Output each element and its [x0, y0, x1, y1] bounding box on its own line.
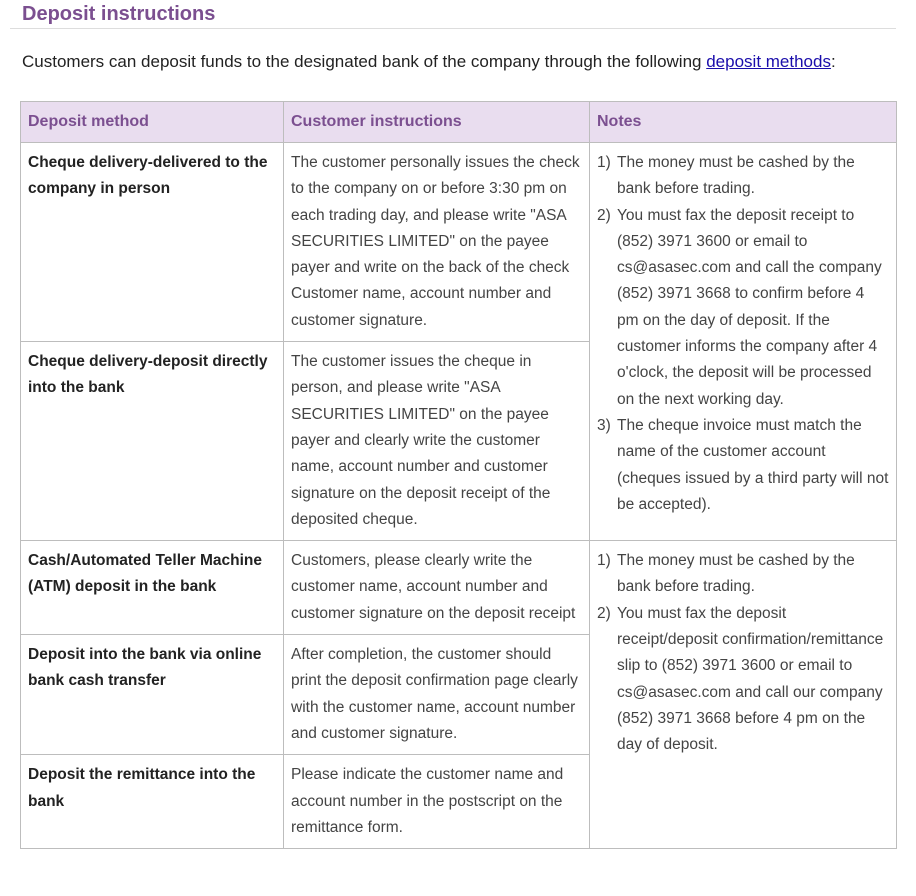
header-notes: Notes: [590, 102, 897, 143]
note-number: 3): [597, 416, 611, 434]
note-text: The money must be cashed by the bank before trading.: [617, 552, 855, 596]
note-text: You must fax the deposit receipt to (852) 3971 3600 or email to cs@asasec.com and call the company (852) 3971 3668 to confirm before 4 pm on the day of deposit. If the customer informs the company after 4 o'clock, the deposit will be processed on the next working day.: [617, 206, 882, 408]
note-text: The cheque invoice must match the name of the customer account (cheques issued by a third party will not be accepted).: [617, 416, 889, 513]
deposit-method-cell: Cash/Automated Teller Machine (ATM) deposit in the bank: [21, 541, 284, 635]
table-row: [21, 541, 897, 635]
notes-cell-cash-online-remittance: [590, 541, 897, 849]
intro-paragraph: [22, 50, 836, 74]
note-number: 2): [597, 206, 611, 224]
deposit-method-cell: Deposit into the bank via online bank cash transfer: [21, 635, 284, 755]
note-text: You must fax the deposit receipt/deposit confirmation/remittance slip to (852) 3971 3600 or email to cs@asasec.com and call our company (852) 3971 3668 before 4 pm on the day of deposit.: [617, 604, 884, 754]
instructions-cell: Customers, please clearly write the customer name, account number and customer signature on the deposit receipt: [284, 541, 590, 635]
intro-punctuation: :: [830, 52, 836, 71]
page-title: Deposit instructions: [22, 3, 216, 25]
deposit-methods-link[interactable]: deposit methods: [706, 52, 831, 71]
deposit-methods-table: [20, 101, 897, 849]
instructions-cell: The customer issues the cheque in person, and please write "ASA SECURITIES LIMITED" on the payee payer and clearly write the customer name, account number and customer signature on the deposit receipt of the deposited cheque.: [284, 342, 590, 541]
note-item: [597, 413, 889, 518]
table-header-row: [21, 102, 897, 143]
note-item: [597, 203, 889, 413]
note-item: [597, 601, 889, 759]
note-item: [597, 150, 889, 203]
notes-list: [597, 150, 889, 518]
deposit-method-cell: Cheque delivery-delivered to the company in person: [21, 143, 284, 342]
note-number: 1): [597, 154, 611, 171]
note-item: [597, 548, 889, 601]
instructions-cell: The customer personally issues the check to the company on or before 3:30 pm on each trading day, and please write "ASA SECURITIES LIMITED" on the payee payer and write on the back of the check Customer name, account number and customer signature.: [284, 143, 590, 342]
notes-cell-cheque: [590, 143, 897, 541]
notes-list: [597, 548, 889, 758]
table-row: [21, 143, 897, 342]
instructions-cell: After completion, the customer should print the deposit confirmation page clearly with the customer name, account number and customer signature.: [284, 635, 590, 755]
instructions-cell: Please indicate the customer name and account number in the postscript on the remittance form.: [284, 755, 590, 849]
deposit-method-cell: Deposit the remittance into the bank: [21, 755, 284, 849]
title-divider: [10, 28, 896, 29]
note-text: The money must be cashed by the bank before trading.: [617, 154, 855, 198]
header-customer-instructions: Customer instructions: [284, 102, 590, 143]
note-number: 1): [597, 552, 611, 570]
intro-text: Customers can deposit funds to the designated bank of the company through the following: [22, 52, 707, 71]
deposit-method-cell: Cheque delivery-deposit directly into the bank: [21, 342, 284, 541]
note-number: 2): [597, 604, 611, 622]
header-deposit-method: Deposit method: [21, 102, 284, 143]
